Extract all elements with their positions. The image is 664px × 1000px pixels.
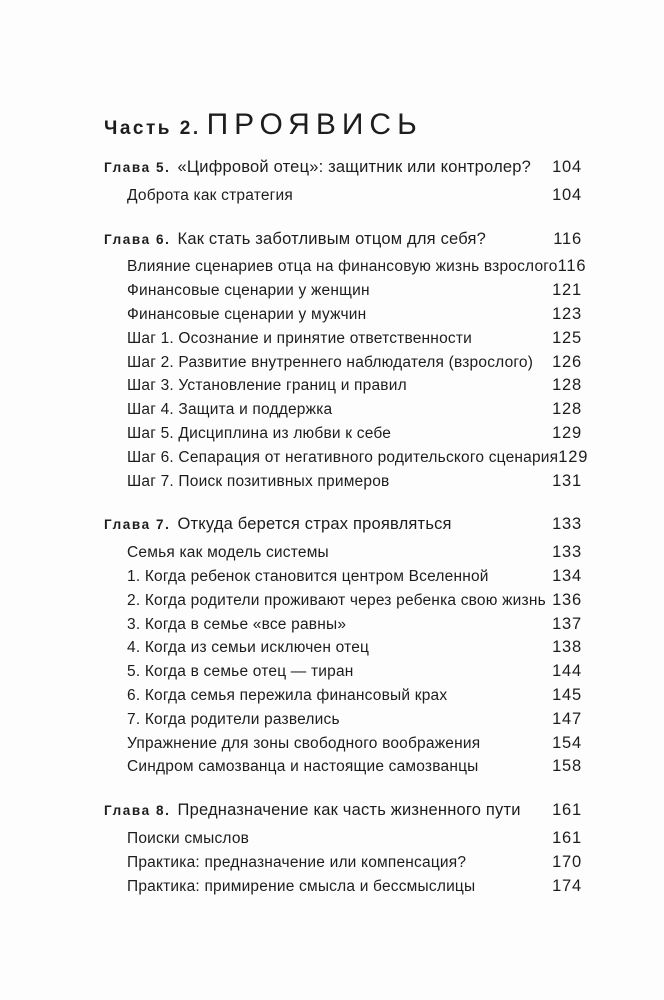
toc-item-page-number: 121: [552, 281, 582, 300]
toc-item-page-number: 129: [558, 447, 589, 466]
toc-item-row[interactable]: [104, 662, 582, 686]
toc-item-page-number: 131: [552, 471, 582, 490]
toc-item-page-number: 161: [552, 828, 582, 847]
toc-chapter: [104, 515, 582, 781]
chapter-label: Глава 7.: [104, 517, 171, 533]
toc-chapter-row[interactable]: [104, 801, 582, 825]
toc-item-title: Семья как модель системы: [127, 544, 329, 562]
chapter-title: «Цифровой отец»: защитник или контролер?: [177, 158, 532, 176]
toc-item-title: 3. Когда в семье «все равны»: [127, 615, 347, 633]
toc-item-page-number: 123: [552, 304, 582, 323]
toc-item-title: 4. Когда из семьи исключен отец: [127, 639, 370, 657]
toc-item-row[interactable]: [104, 853, 582, 877]
toc-item-row[interactable]: [104, 686, 582, 710]
toc-item-row[interactable]: [104, 424, 582, 448]
chapter-title: Предназначение как часть жизненного пути: [177, 801, 521, 820]
toc-item-row[interactable]: [104, 329, 582, 353]
chapter-label: Глава 8.: [104, 803, 171, 819]
toc-item-row[interactable]: [104, 877, 582, 901]
toc-item-title: 7. Когда родители развелись: [127, 710, 340, 728]
toc-item-title: Практика: примирение смысла и бессмыслицы: [127, 877, 476, 895]
toc-item-page-number: 147: [552, 709, 582, 728]
toc-chapter: [104, 158, 582, 210]
toc-chapter-list: [104, 158, 589, 900]
toc-item-row[interactable]: [104, 376, 582, 400]
chapter-label: Глава 5.: [104, 160, 171, 175]
toc-item-title: Шаг 7. Поиск позитивных примеров: [127, 472, 390, 490]
toc-item-row[interactable]: [104, 591, 582, 615]
toc-item-row[interactable]: [104, 305, 582, 329]
toc-item-page-number: 137: [552, 614, 582, 633]
toc-item-page-number: 154: [552, 733, 582, 752]
toc-item-title: Доброта как стратегия: [127, 186, 293, 204]
toc-item-title: Шаг 6. Сепарация от негативного родительского сценария: [127, 448, 559, 466]
toc-item-title: 1. Когда ребенок становится центром Вселенной: [127, 567, 489, 585]
part-title: ПРОЯВИСЬ: [206, 108, 423, 141]
toc-chapter-row[interactable]: [104, 158, 582, 182]
toc-item-title: Финансовые сценарии у женщин: [127, 282, 370, 300]
toc-item-row[interactable]: [104, 567, 582, 591]
chapter-title: Как стать заботливым отцом для себя?: [177, 229, 487, 248]
toc-item-page-number: 144: [552, 662, 582, 681]
toc-item-page-number: 134: [552, 566, 582, 585]
toc-item-page-number: 116: [557, 257, 587, 276]
toc-item-row[interactable]: [104, 257, 587, 281]
toc-item-page-number: 136: [552, 590, 582, 609]
toc-item-title: Влияние сценариев отца на финансовую жизнь взрослого: [127, 258, 558, 276]
toc-item-row[interactable]: [104, 734, 582, 758]
toc-item-row[interactable]: [104, 829, 582, 853]
toc-item-page-number: 133: [552, 543, 582, 562]
toc-item-page-number: 128: [552, 376, 582, 395]
toc-item-row[interactable]: [104, 543, 582, 567]
toc-item-title: Практика: предназначение или компенсация?: [127, 853, 467, 871]
toc-item-row[interactable]: [104, 281, 582, 305]
toc-chapter: [104, 801, 582, 900]
toc-item-title: Шаг 5. Дисциплина из любви к себе: [127, 424, 392, 442]
chapter-page-number: 116: [553, 229, 582, 248]
toc-item-title: 6. Когда семья пережила финансовый крах: [127, 686, 448, 704]
toc-item-title: 2. Когда родители проживают через ребенка свою жизнь: [127, 591, 546, 609]
part-heading: [104, 108, 582, 142]
toc-chapter: [104, 229, 589, 496]
toc-item-title: Упражнение для зоны свободного воображения: [127, 734, 481, 752]
toc-item-row[interactable]: [104, 472, 582, 496]
toc-item-row[interactable]: [104, 615, 582, 639]
toc-item-title: Поиски смыслов: [127, 829, 250, 847]
toc-item-page-number: 104: [552, 185, 582, 204]
toc-item-title: 5. Когда в семье отец — тиран: [127, 663, 354, 681]
toc-item-title: Шаг 3. Установление границ и правил: [127, 377, 407, 395]
toc-item-row[interactable]: [104, 638, 582, 662]
toc-item-row[interactable]: [104, 447, 589, 472]
toc-chapter-row[interactable]: [104, 230, 582, 254]
toc-item-page-number: 138: [552, 638, 582, 657]
toc-chapter-row[interactable]: [104, 515, 582, 539]
toc-item-title: Шаг 2. Развитие внутреннего наблюдателя (взрослого): [127, 353, 534, 371]
chapter-title: Откуда берется страх проявляться: [177, 515, 452, 534]
chapter-page-number: 161: [552, 801, 582, 820]
chapter-page-number: 104: [552, 158, 582, 176]
chapter-page-number: 133: [552, 515, 582, 534]
part-label: Часть 2.: [104, 118, 201, 139]
toc-item-title: Шаг 1. Осознание и принятие ответственности: [127, 329, 472, 347]
toc-item-page-number: 174: [552, 876, 582, 895]
toc-item-title: Шаг 4. Защита и поддержка: [127, 401, 333, 419]
toc-item-title: Синдром самозванца и настоящие самозванцы: [127, 758, 479, 776]
toc-item-row[interactable]: [104, 710, 582, 734]
toc-item-row[interactable]: [104, 353, 582, 377]
toc-item-title: Финансовые сценарии у мужчин: [127, 305, 367, 323]
toc-item-page-number: 126: [552, 352, 582, 371]
toc-item-page-number: 129: [552, 423, 582, 442]
toc-item-page-number: 170: [552, 852, 582, 871]
toc-item-page-number: 125: [552, 328, 582, 347]
toc-item-page-number: 145: [552, 685, 582, 704]
chapter-label: Глава 6.: [104, 231, 171, 247]
toc-item-row[interactable]: [104, 186, 582, 210]
toc-item-row[interactable]: [104, 400, 582, 424]
toc-item-row[interactable]: [104, 757, 582, 781]
toc-item-page-number: 128: [552, 400, 582, 419]
toc-item-page-number: 158: [552, 757, 582, 776]
